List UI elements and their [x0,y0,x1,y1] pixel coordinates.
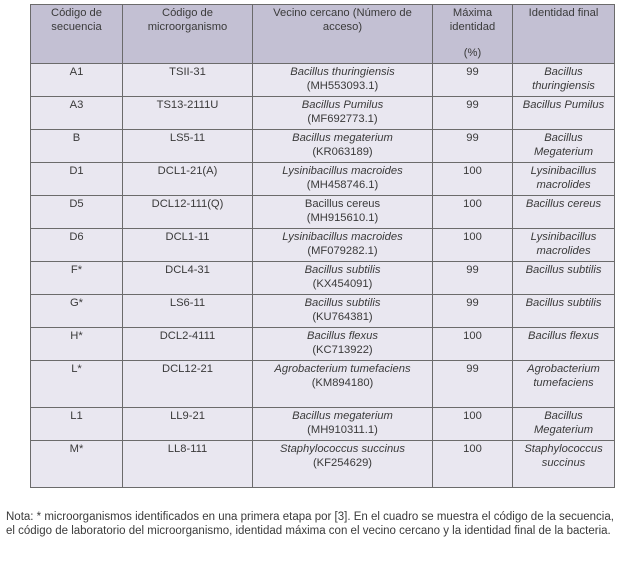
header-sequence-code: Código de secuencia [31,5,123,64]
header-final-identity: Identidad final [513,5,615,64]
cell-sequence-code: L* [31,361,123,408]
cell-final-identity: Lysinibacillus macrolides [513,229,615,262]
neighbor-species: Bacillus subtilis [304,264,381,276]
cell-final-identity: Bacillus subtilis [513,295,615,328]
cell-sequence-code: D1 [31,163,123,196]
accession-number: (KC713922) [312,344,373,356]
identification-table [30,4,615,488]
cell-nearest-neighbor [253,262,433,295]
cell-microorganism-code: LS6-11 [123,295,253,328]
cell-sequence-code: H* [31,328,123,361]
cell-sequence-code: A3 [31,97,123,130]
cell-max-identity: 99 [433,64,513,97]
cell-microorganism-code: LL9-21 [123,408,253,441]
cell-microorganism-code: LS5-11 [123,130,253,163]
table-row [31,361,615,408]
cell-sequence-code: D5 [31,196,123,229]
accession-number: (KX454091) [312,278,373,290]
cell-sequence-code: G* [31,295,123,328]
cell-microorganism-code: DCL4-31 [123,262,253,295]
neighbor-species: Bacillus flexus [307,330,378,342]
cell-max-identity: 100 [433,328,513,361]
cell-nearest-neighbor [253,328,433,361]
header-microorganism-code: Código de microorganismo [123,5,253,64]
accession-number: (MH910311.1) [307,424,378,436]
table-body [31,64,615,488]
neighbor-species: Lysinibacillus macroides [282,231,403,243]
cell-max-identity: 99 [433,262,513,295]
accession-number: (KM894180) [311,377,374,389]
cell-nearest-neighbor [253,295,433,328]
table-row [31,196,615,229]
neighbor-species: Agrobacterium tumefaciens [274,363,411,375]
table-row [31,408,615,441]
cell-sequence-code: L1 [31,408,123,441]
table-row [31,64,615,97]
cell-max-identity: 99 [433,97,513,130]
cell-final-identity: Bacillus thuringiensis [513,64,615,97]
cell-microorganism-code: TSII-31 [123,64,253,97]
neighbor-species: Bacillus cereus [304,198,381,210]
accession-number: (MF692773.1) [307,113,378,125]
cell-final-identity: Bacillus Megaterium [513,130,615,163]
header-max-identity [433,5,513,64]
cell-final-identity: Bacillus Megaterium [513,408,615,441]
table-row [31,163,615,196]
header-nearest-neighbor: Vecino cercano (Número de acceso) [253,5,433,64]
accession-number: (KF254629) [312,457,373,469]
table-header-row [31,5,615,64]
cell-nearest-neighbor [253,361,433,408]
neighbor-species: Bacillus thuringiensis [290,66,395,78]
cell-microorganism-code: DCL1-11 [123,229,253,262]
cell-nearest-neighbor [253,229,433,262]
table-row [31,97,615,130]
cell-microorganism-code: DCL1-21(A) [123,163,253,196]
cell-microorganism-code: LL8-111 [123,441,253,488]
table-row [31,130,615,163]
cell-nearest-neighbor [253,163,433,196]
cell-nearest-neighbor [253,64,433,97]
neighbor-species: Bacillus Pumilus [301,99,384,111]
cell-sequence-code: A1 [31,64,123,97]
cell-sequence-code: B [31,130,123,163]
cell-final-identity: Staphylococcus succinus [513,441,615,488]
cell-final-identity: Bacillus cereus [513,196,615,229]
cell-microorganism-code: DCL12-21 [123,361,253,408]
cell-nearest-neighbor [253,196,433,229]
cell-microorganism-code: DCL2-4111 [123,328,253,361]
accession-number: (KU764381) [312,311,373,323]
accession-number: (MF079282.1) [307,245,378,257]
cell-nearest-neighbor [253,441,433,488]
cell-microorganism-code: DCL12-111(Q) [123,196,253,229]
cell-final-identity: Bacillus Pumilus [513,97,615,130]
neighbor-species: Lysinibacillus macroides [282,165,403,177]
cell-nearest-neighbor [253,97,433,130]
cell-max-identity: 100 [433,408,513,441]
cell-sequence-code: F* [31,262,123,295]
table-row [31,262,615,295]
header-max-identity-label: Máxima identidad [449,7,496,33]
cell-max-identity: 100 [433,163,513,196]
cell-nearest-neighbor [253,408,433,441]
cell-max-identity: 99 [433,295,513,328]
header-max-identity-unit: (%) [463,47,482,59]
cell-max-identity: 100 [433,441,513,488]
cell-sequence-code: D6 [31,229,123,262]
cell-max-identity: 99 [433,361,513,408]
cell-max-identity: 100 [433,196,513,229]
cell-final-identity: Bacillus flexus [513,328,615,361]
neighbor-species: Bacillus megaterium [292,410,393,422]
neighbor-species: Bacillus subtilis [304,297,381,309]
neighbor-species: Staphylococcus succinus [280,443,405,455]
cell-microorganism-code: TS13-2111U [123,97,253,130]
table-row [31,229,615,262]
accession-number: (KR063189) [312,146,373,158]
cell-final-identity: Bacillus subtilis [513,262,615,295]
neighbor-species: Bacillus megaterium [292,132,393,144]
accession-number: (MH458746.1) [306,179,379,191]
cell-max-identity: 99 [433,130,513,163]
table-row [31,295,615,328]
cell-sequence-code: M* [31,441,123,488]
table-row [31,441,615,488]
cell-max-identity: 100 [433,229,513,262]
table-row [31,328,615,361]
cell-final-identity: Lysinibacillus macrolides [513,163,615,196]
accession-number: (MH915610.1) [306,212,379,224]
accession-number: (MH553093.1) [306,80,379,92]
table-note: Nota: * microorganismos identificados en una primera etapa por [3]. En el cuadro se muestra el código de la secuencia, el código de laboratorio del microorganismo, identidad máxima con el vecino cercano y la identidad final de la bacteria. [6,511,614,537]
cell-final-identity: Agrobacterium tumefaciens [513,361,615,408]
cell-nearest-neighbor [253,130,433,163]
